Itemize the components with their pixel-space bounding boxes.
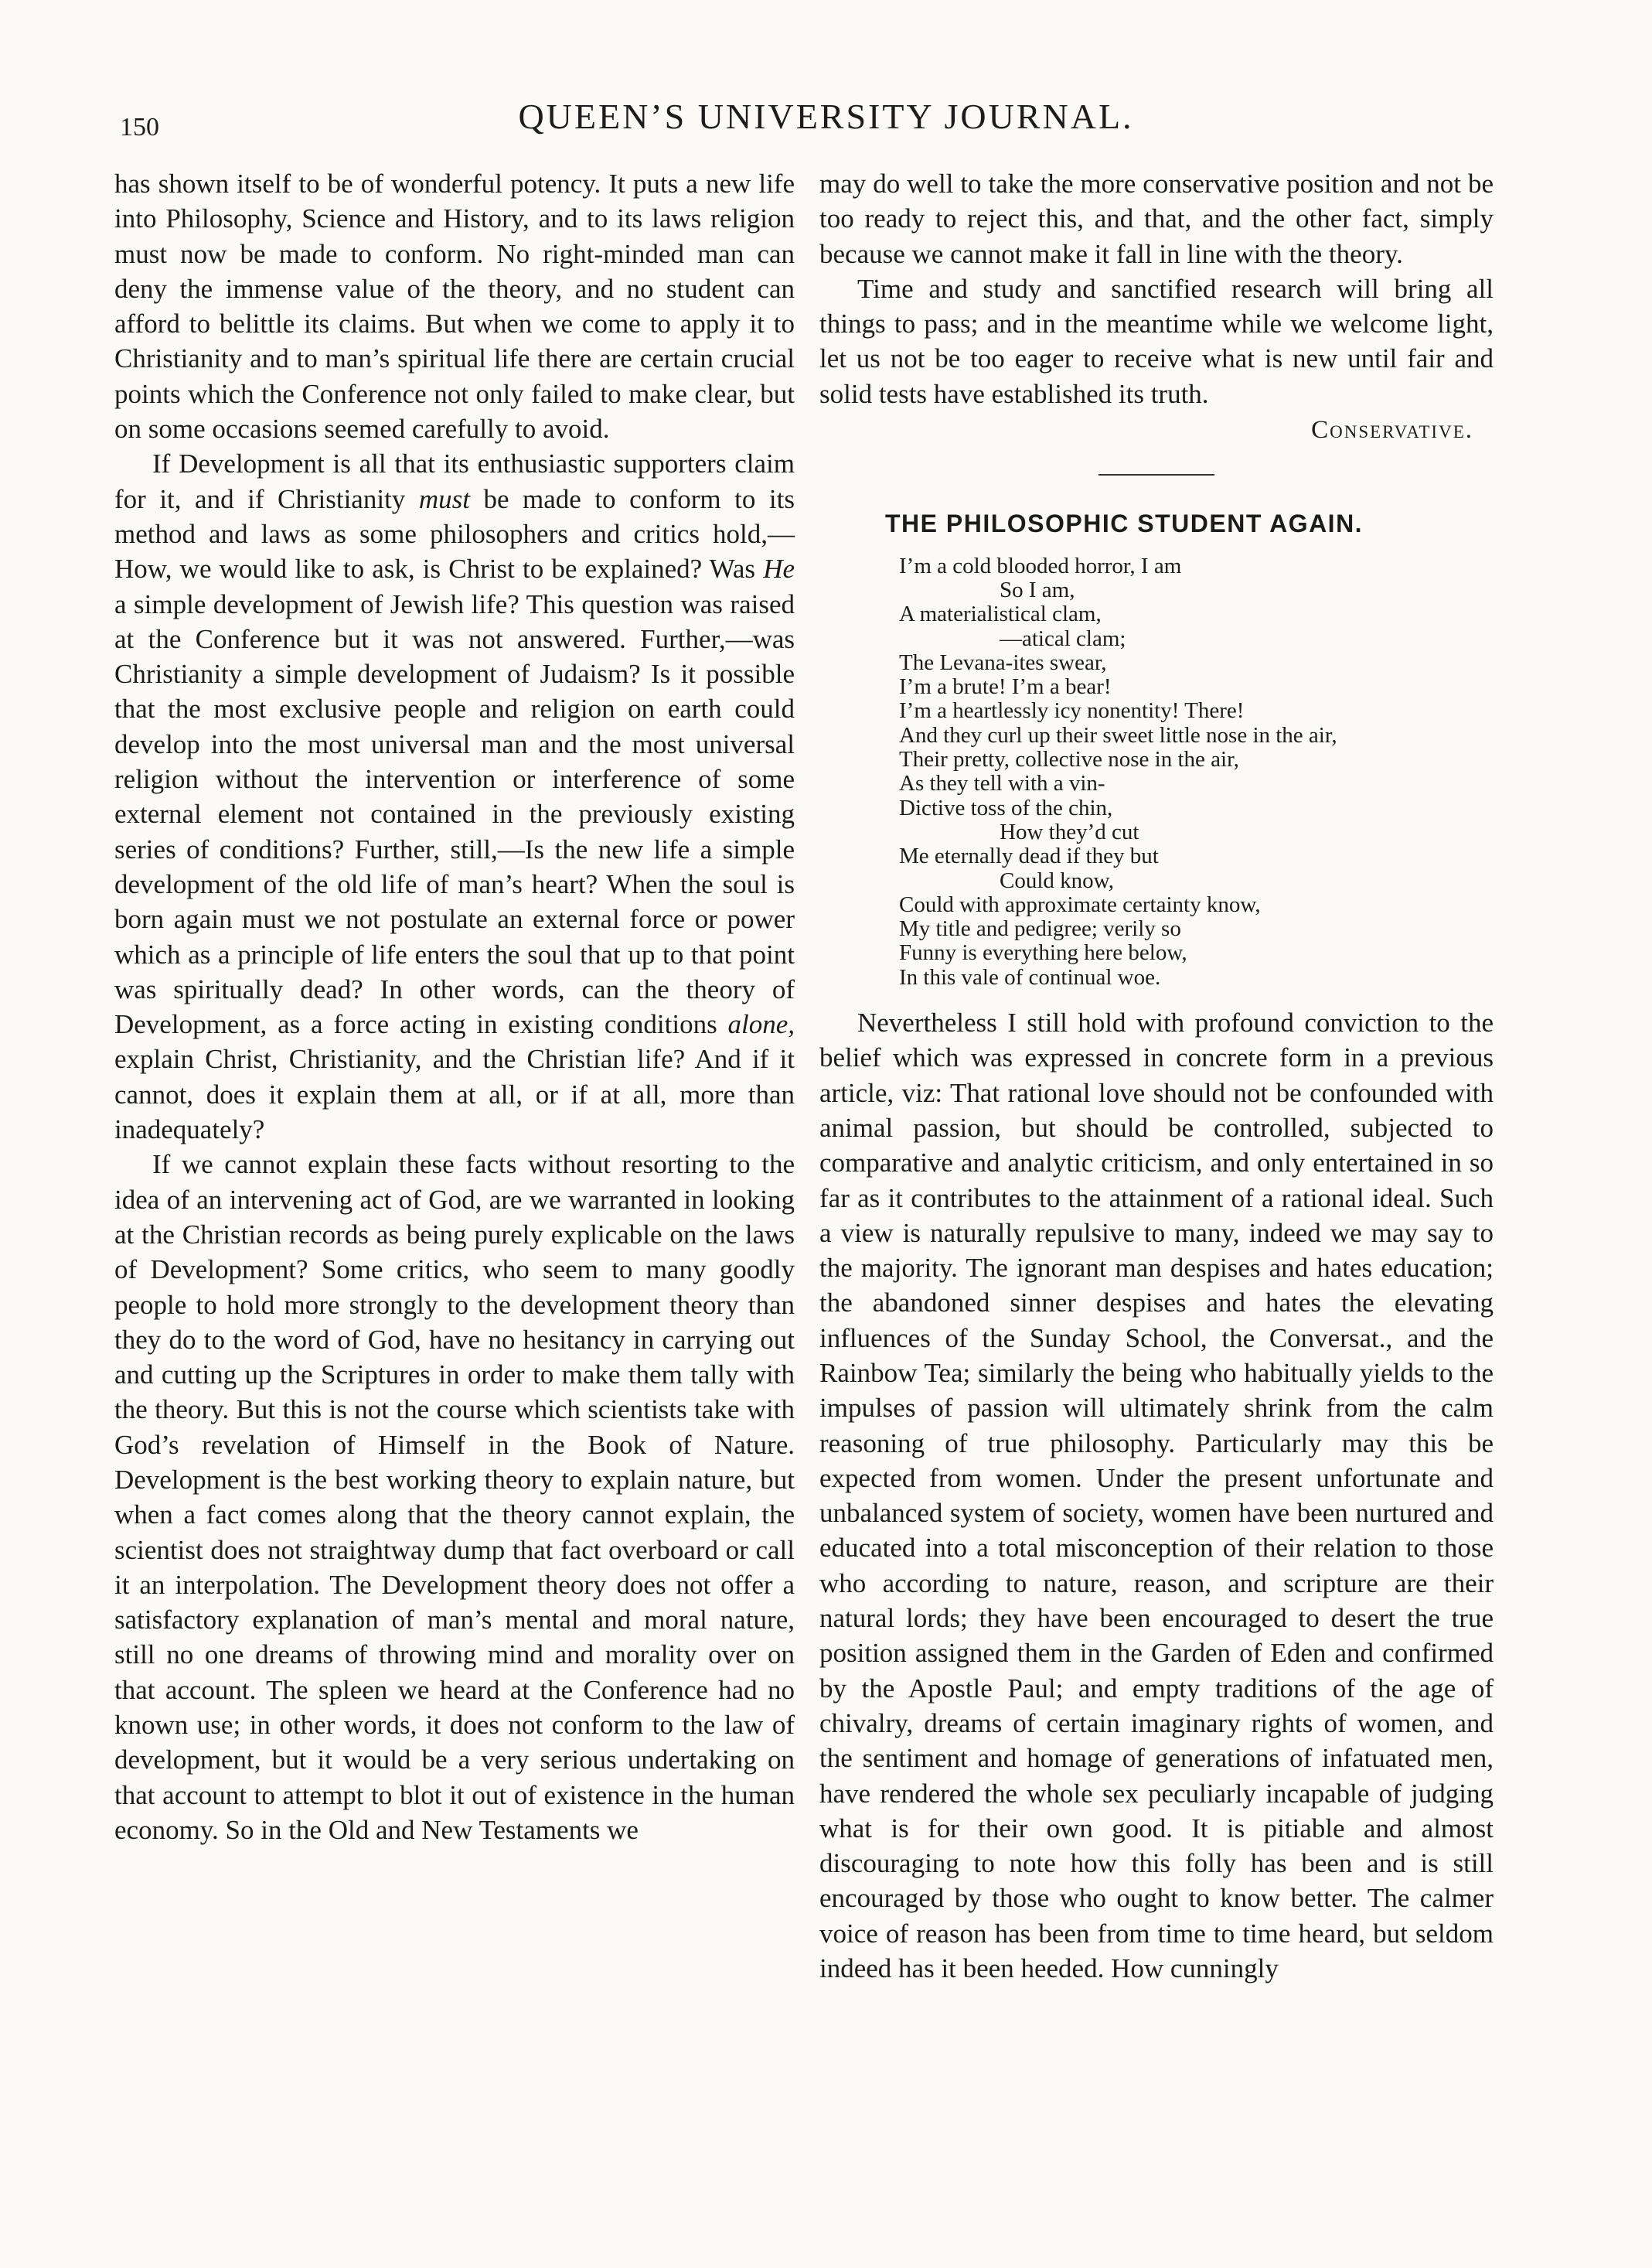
text-run: a simple development of Jewish life? This question was raised at the Conference but it was not answered. Further,—was Christianity a simple development of Judaism? Is it possible that the most exclusive people and religion on earth could develop into the most universal man and the most universal religion without the intervention or interference of some external element not contained in the previously existing series of conditions? Further, still,—Is the new life a simple development of the old life of man’s heart? When the soul is born again must we not postulate an external force or power which as a principle of life enters the soul that up to that point was spiritually dead? In other words, can the theory of Development, as a force acting in existing conditions [114, 588, 795, 1040]
poem-line: I’m a cold blooded horror, I am [899, 553, 1182, 578]
poem-line: I’m a heartlessly icy nonentity! There! [899, 698, 1245, 724]
paragraph: has shown itself to be of wonderful potency. It puts a new life into Philosophy, Science and History, and to its laws religion must now be made to conform. No right-minded man can deny the immense value of the theory, and no student can afford to belittle its claims. But when we come to apply it to Christianity and to man’s spiritual life there are certain crucial points which the Conference not only failed to make clear, but on some occasions seemed carefully to avoid. [114, 169, 795, 445]
paragraph: may do well to take the more conservative position and not be too ready to reject this, and that, and the other fact, simply because we cannot make it fall in line with the theory. [819, 169, 1494, 269]
poem-title: THE PHILOSOPHIC STUDENT AGAIN. [885, 510, 1364, 538]
journal-title: QUEEN’S UNIVERSITY JOURNAL. [518, 97, 1134, 136]
emphasis: must [418, 483, 470, 514]
page-header [0, 91, 1652, 142]
paragraph [114, 446, 795, 1147]
poem-line: How they’d cut [1000, 819, 1139, 844]
paragraph: Time and study and sanctified research will bring all things to pass; and in the meantime while we welcome light, let us not be too eager to receive what is new until fair and solid tests have established its truth. [819, 273, 1494, 409]
emphasis: alone, [727, 1009, 795, 1040]
text-run: explain Christ, Christianity, and the Christian life? And if it cannot, does it explain them at all, or if at all, more than inadequately? [114, 1044, 795, 1145]
poem-line: In this vale of continual woe. [899, 964, 1161, 990]
poem-line: Could with approximate certainty know, [899, 892, 1261, 917]
poem [899, 554, 1494, 990]
paragraph: If we cannot explain these facts without resorting to the idea of an intervening act of God, are we warranted in looking at the Christian records as being purely explicable on the laws of Development? Some critics, who seem to many goodly people to hold more strongly to the development theory than they do to the word of God, have no hesitancy in carrying out and cutting up the Scriptures in order to make them tally with the theory. But this is not the course which scientists take with God’s revelation of Himself in the Book of Nature. Development is the best working theory to explain nature, but when a fact comes along that the theory cannot explain, the scientist does not straightway dump that fact overboard or call it an interpolation. The Development theory does not offer a satisfactory explanation of man’s mental and moral nature, still no one dreams of throwing mind and morality over on that account. The spleen we heard at the Conference had no known use; in other words, it does not conform to the law of development, but it would be a very serious undertaking on that account to attempt to blot it out of existence in the human economy. So in the Old and New Testaments we [114, 1149, 795, 1845]
page-number: 150 [120, 113, 159, 142]
poem-line: Funny is everything here below, [899, 940, 1187, 966]
poem-line: Their pretty, collective nose in the air, [899, 747, 1239, 772]
emphasis: He [763, 554, 795, 585]
poem-line: My title and pedigree; verily so [899, 916, 1181, 942]
poem-line: As they tell with a vin- [899, 771, 1105, 796]
text-run: be made to conform to its method and laws as some philosophers and critics hold,—How, we would like to ask, is Christ to be explained? Was [114, 483, 795, 585]
poem-line: The Levana-ites swear, [899, 650, 1107, 675]
author-signature: Conservative. [1311, 416, 1473, 445]
poem-line: A materialistical clam, [899, 602, 1102, 627]
text-run: If Development is all that its enthusiastic supporters claim for it, and if Christianity [114, 448, 795, 514]
poem-line: Me eternally dead if they but [899, 844, 1159, 869]
poem-line: Could know, [1000, 868, 1114, 893]
poem-line: And they curl up their sweet little nose in the air, [899, 722, 1337, 748]
left-column [114, 166, 795, 1847]
poem-line: So I am, [1000, 577, 1075, 602]
poem-line: Dictive toss of the chin, [899, 795, 1113, 820]
poem-line: —atical clam; [1000, 626, 1126, 651]
right-column [819, 166, 1494, 1986]
poem-line: I’m a brute! I’m a bear! [899, 674, 1112, 700]
section-divider [1098, 474, 1214, 476]
paragraph: Nevertheless I still hold with profound conviction to the belief which was expressed in concrete form in a previous article, viz: That rational love should not be confounded with animal passion, but should be controlled, subjected to comparative and analytic criticism, and only entertained in so far as it contributes to the attainment of a rational ideal. Such a view is naturally repulsive to many, indeed we may say to the majority. The ignorant man despises and hates education; the abandoned sinner despises and hates the elevating influences of the Sunday School, the Conversat., and the Rainbow Tea; similarly the being who habitually yields to the impulses of passion will ultimately shrink from the calm reasoning of true philosophy. Particularly may this be expected from women. Under the present unfortunate and unbalanced system of society, women have been nurtured and educated into a total misconception of their relation to those who according to nature, reason, and scripture are their natural lords; they have been encouraged to desert the true position assigned them in the Garden of Eden and confirmed by the Apostle Paul; and empty traditions of the age of chivalry, dreams of certain imaginary rights of women, and the sentiment and homage of generations of infatuated men, have rendered the whole sex peculiarly incapable of judging what is for their own good. It is pitiable and almost discouraging to note how this folly has been and is still encouraged by those who ought to know better. The calmer voice of reason has been from time to time heard, but seldom indeed has it been heeded. How cunningly [819, 1008, 1494, 1984]
